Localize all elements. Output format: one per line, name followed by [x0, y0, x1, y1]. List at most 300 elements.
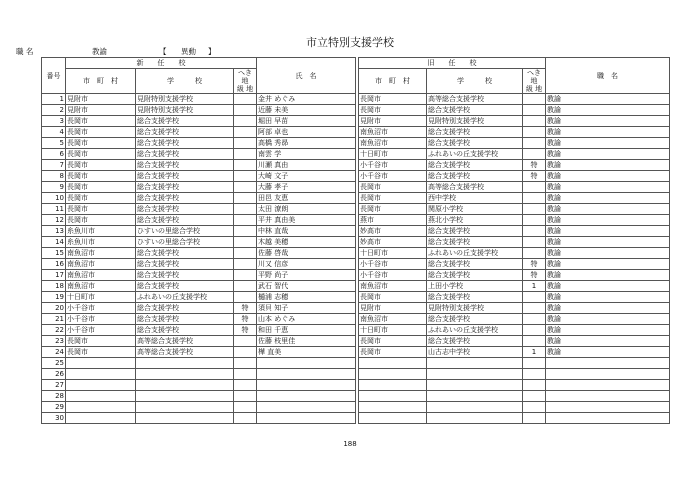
cell-or [523, 314, 546, 325]
cell-os: 総合支援学校 [427, 292, 523, 303]
cell-ns: 総合支援学校 [136, 281, 234, 292]
cell-os: 燕北小学校 [427, 215, 523, 226]
transfer-table [41, 57, 670, 424]
cell-or [523, 303, 546, 314]
cell-pos [546, 358, 670, 369]
table-row [42, 303, 670, 314]
cell-os [427, 391, 523, 402]
table-row [42, 226, 670, 237]
cell-nc: 長岡市 [66, 347, 136, 358]
cell-pos: 教諭 [546, 182, 670, 193]
cell-pos: 教諭 [546, 325, 670, 336]
meta-label: 職 名 [16, 47, 34, 56]
cell-nr [234, 336, 257, 347]
table-row [42, 413, 670, 424]
header-new-school-name: 学 校 [136, 69, 234, 94]
cell-ns: 高等総合支援学校 [136, 336, 234, 347]
cell-nc: 見附市 [66, 94, 136, 105]
cell-ns: 総合支援学校 [136, 314, 234, 325]
cell-or [523, 226, 546, 237]
table-row [42, 237, 670, 248]
cell-pos [546, 369, 670, 380]
table-row [42, 369, 670, 380]
cell-nc: 長岡市 [66, 336, 136, 347]
cell-nc [66, 413, 136, 424]
cell-name: 阿部 卓也 [257, 127, 356, 138]
cell-no: 10 [42, 193, 66, 204]
cell-pos: 教諭 [546, 237, 670, 248]
cell-no: 12 [42, 215, 66, 226]
table-row [42, 281, 670, 292]
cell-no: 19 [42, 292, 66, 303]
cell-pos: 教諭 [546, 303, 670, 314]
cell-name: 南雲 学 [257, 149, 356, 160]
header-old-city: 市 町 村 [359, 69, 427, 94]
cell-no: 15 [42, 248, 66, 259]
cell-no: 25 [42, 358, 66, 369]
cell-nc: 長岡市 [66, 160, 136, 171]
cell-name: 大藤 孝子 [257, 182, 356, 193]
cell-os [427, 358, 523, 369]
table-row [42, 215, 670, 226]
cell-ns: 総合支援学校 [136, 182, 234, 193]
table-row [42, 358, 670, 369]
cell-oc: 妙高市 [359, 226, 427, 237]
cell-os: 上田小学校 [427, 281, 523, 292]
cell-nc: 長岡市 [66, 215, 136, 226]
cell-nr: 特 [234, 325, 257, 336]
cell-pos: 教諭 [546, 270, 670, 281]
cell-nr [234, 138, 257, 149]
table-row [42, 325, 670, 336]
cell-pos: 教諭 [546, 248, 670, 259]
table-row [42, 259, 670, 270]
cell-nr [234, 402, 257, 413]
cell-ns: 見附特別支援学校 [136, 94, 234, 105]
cell-oc: 小千谷市 [359, 171, 427, 182]
cell-oc: 燕市 [359, 215, 427, 226]
cell-no: 28 [42, 391, 66, 402]
cell-or [523, 237, 546, 248]
cell-name [257, 402, 356, 413]
cell-name [257, 391, 356, 402]
cell-or [523, 369, 546, 380]
cell-ns: ひすいの里総合学校 [136, 237, 234, 248]
cell-name: 中林 直哉 [257, 226, 356, 237]
cell-os [427, 402, 523, 413]
cell-os: ふれあいの丘支援学校 [427, 248, 523, 259]
cell-ns: 総合支援学校 [136, 270, 234, 281]
cell-or [523, 358, 546, 369]
cell-oc: 妙高市 [359, 237, 427, 248]
cell-name [257, 380, 356, 391]
cell-name: 木越 美穂 [257, 237, 356, 248]
cell-nr [234, 369, 257, 380]
cell-ns: 総合支援学校 [136, 248, 234, 259]
cell-no: 24 [42, 347, 66, 358]
cell-oc [359, 413, 427, 424]
cell-nc: 南魚沼市 [66, 248, 136, 259]
table-row [42, 336, 670, 347]
cell-no: 26 [42, 369, 66, 380]
cell-nr [234, 193, 257, 204]
cell-oc [359, 369, 427, 380]
cell-or [523, 402, 546, 413]
cell-os: 総合支援学校 [427, 259, 523, 270]
cell-name: 大崎 文子 [257, 171, 356, 182]
cell-os: ふれあいの丘支援学校 [427, 149, 523, 160]
cell-nr: 特 [234, 314, 257, 325]
cell-oc: 見附市 [359, 303, 427, 314]
cell-nc: 小千谷市 [66, 314, 136, 325]
cell-nr [234, 160, 257, 171]
cell-oc: 長岡市 [359, 182, 427, 193]
cell-os: 総合支援学校 [427, 105, 523, 116]
meta-bracket-open: 【 [159, 47, 167, 56]
cell-oc [359, 391, 427, 402]
cell-nc: 小千谷市 [66, 303, 136, 314]
cell-nc: 長岡市 [66, 193, 136, 204]
cell-name [257, 369, 356, 380]
cell-ns [136, 380, 234, 391]
cell-name: 須貝 知子 [257, 303, 356, 314]
cell-nr [234, 248, 257, 259]
cell-nr [234, 292, 257, 303]
cell-ns: ひすいの里総合学校 [136, 226, 234, 237]
cell-oc: 南魚沼市 [359, 138, 427, 149]
cell-nc: 見附市 [66, 105, 136, 116]
cell-nc: 長岡市 [66, 116, 136, 127]
cell-os: 見附特別支援学校 [427, 303, 523, 314]
cell-nr [234, 215, 257, 226]
table-row [42, 171, 670, 182]
cell-os: 関原小学校 [427, 204, 523, 215]
cell-nr: 特 [234, 303, 257, 314]
cell-no: 14 [42, 237, 66, 248]
cell-nr [234, 281, 257, 292]
table-row [42, 347, 670, 358]
cell-or [523, 325, 546, 336]
table-row [42, 116, 670, 127]
cell-os: 総合支援学校 [427, 237, 523, 248]
cell-pos [546, 413, 670, 424]
cell-pos: 教諭 [546, 193, 670, 204]
cell-nc: 糸魚川市 [66, 226, 136, 237]
meta-type: 異動 [181, 47, 196, 56]
cell-or [523, 182, 546, 193]
cell-os: 総合支援学校 [427, 160, 523, 171]
cell-name [257, 358, 356, 369]
cell-ns: ふれあいの丘支援学校 [136, 292, 234, 303]
cell-oc: 十日町市 [359, 325, 427, 336]
table-row [42, 149, 670, 160]
cell-no: 16 [42, 259, 66, 270]
cell-or: 特 [523, 259, 546, 270]
cell-pos [546, 391, 670, 402]
cell-nr [234, 270, 257, 281]
header-position: 職 名 [546, 58, 670, 94]
cell-ns: 総合支援学校 [136, 325, 234, 336]
cell-pos [546, 402, 670, 413]
cell-ns [136, 402, 234, 413]
cell-pos: 教諭 [546, 116, 670, 127]
cell-nr [234, 380, 257, 391]
cell-oc [359, 380, 427, 391]
table-row [42, 182, 670, 193]
cell-ns [136, 391, 234, 402]
header-name: 氏 名 [257, 58, 356, 94]
cell-nc: 南魚沼市 [66, 259, 136, 270]
cell-pos: 教諭 [546, 336, 670, 347]
cell-nr [234, 226, 257, 237]
cell-name: 金井 めぐみ [257, 94, 356, 105]
cell-nc: 長岡市 [66, 149, 136, 160]
cell-or: 特 [523, 160, 546, 171]
cell-ns: 総合支援学校 [136, 138, 234, 149]
header-new-remote: へき地 級 地 [234, 69, 257, 94]
cell-oc: 十日町市 [359, 248, 427, 259]
cell-or [523, 193, 546, 204]
cell-os: 総合支援学校 [427, 270, 523, 281]
cell-oc: 十日町市 [359, 149, 427, 160]
cell-no: 1 [42, 94, 66, 105]
cell-or: 特 [523, 171, 546, 182]
cell-nc: 長岡市 [66, 171, 136, 182]
cell-ns: 総合支援学校 [136, 259, 234, 270]
cell-ns: 総合支援学校 [136, 171, 234, 182]
cell-nc [66, 380, 136, 391]
cell-os: 高等総合支援学校 [427, 182, 523, 193]
cell-pos: 教諭 [546, 160, 670, 171]
cell-pos: 教諭 [546, 292, 670, 303]
cell-os: 総合支援学校 [427, 226, 523, 237]
cell-or [523, 292, 546, 303]
cell-nr [234, 105, 257, 116]
cell-os: 総合支援学校 [427, 336, 523, 347]
cell-os [427, 380, 523, 391]
header-old-school: 旧 任 校 [359, 58, 546, 69]
cell-pos: 教諭 [546, 94, 670, 105]
cell-os: 総合支援学校 [427, 171, 523, 182]
cell-pos: 教諭 [546, 138, 670, 149]
header-old-remote: へき地 級 地 [523, 69, 546, 94]
table-row [42, 402, 670, 413]
cell-ns: 総合支援学校 [136, 127, 234, 138]
table-row [42, 270, 670, 281]
cell-ns [136, 369, 234, 380]
cell-pos: 教諭 [546, 171, 670, 182]
cell-no: 4 [42, 127, 66, 138]
cell-ns: 総合支援学校 [136, 303, 234, 314]
meta-position: 教諭 [92, 47, 107, 56]
cell-os: 総合支援学校 [427, 138, 523, 149]
cell-oc: 長岡市 [359, 336, 427, 347]
cell-nr [234, 127, 257, 138]
cell-or [523, 391, 546, 402]
cell-no: 23 [42, 336, 66, 347]
cell-name: 和田 千恵 [257, 325, 356, 336]
cell-name: 佐藤 啓哉 [257, 248, 356, 259]
cell-nr [234, 347, 257, 358]
cell-ns: 総合支援学校 [136, 193, 234, 204]
cell-nc [66, 358, 136, 369]
cell-or [523, 336, 546, 347]
cell-nr [234, 171, 257, 182]
cell-ns: 総合支援学校 [136, 116, 234, 127]
table-row [42, 204, 670, 215]
cell-pos: 教諭 [546, 149, 670, 160]
cell-nr [234, 391, 257, 402]
cell-no: 11 [42, 204, 66, 215]
cell-os: 高等総合支援学校 [427, 94, 523, 105]
cell-no: 29 [42, 402, 66, 413]
cell-no: 13 [42, 226, 66, 237]
cell-name: 近藤 未美 [257, 105, 356, 116]
cell-name: 川又 信彦 [257, 259, 356, 270]
cell-nc: 南魚沼市 [66, 281, 136, 292]
cell-ns: 総合支援学校 [136, 215, 234, 226]
cell-name: 佐藤 枝里佳 [257, 336, 356, 347]
cell-no: 5 [42, 138, 66, 149]
cell-ns: 総合支援学校 [136, 204, 234, 215]
table-row [42, 248, 670, 259]
cell-pos: 教諭 [546, 105, 670, 116]
cell-nc: 長岡市 [66, 138, 136, 149]
header-no: 番号 [42, 58, 66, 94]
cell-nr [234, 182, 257, 193]
cell-or [523, 204, 546, 215]
table-row [42, 292, 670, 303]
cell-pos: 教諭 [546, 281, 670, 292]
cell-name: 樺 直美 [257, 347, 356, 358]
header-new-school: 新 任 校 [66, 58, 257, 69]
cell-ns: 見附特別支援学校 [136, 105, 234, 116]
cell-pos: 教諭 [546, 226, 670, 237]
header-old-school-name: 学 校 [427, 69, 523, 94]
cell-no: 9 [42, 182, 66, 193]
cell-or [523, 248, 546, 259]
cell-nc: 十日町市 [66, 292, 136, 303]
cell-nc: 長岡市 [66, 204, 136, 215]
cell-name: 太田 潦朗 [257, 204, 356, 215]
table-row [42, 105, 670, 116]
cell-or: 1 [523, 347, 546, 358]
cell-ns: 高等総合支援学校 [136, 347, 234, 358]
table-row [42, 160, 670, 171]
cell-or [523, 215, 546, 226]
header-new-city: 市 町 村 [66, 69, 136, 94]
cell-name: 田邑 友恵 [257, 193, 356, 204]
cell-no: 27 [42, 380, 66, 391]
cell-no: 17 [42, 270, 66, 281]
cell-nc: 小千谷市 [66, 325, 136, 336]
cell-no: 20 [42, 303, 66, 314]
cell-or [523, 413, 546, 424]
cell-pos: 教諭 [546, 204, 670, 215]
cell-pos: 教諭 [546, 127, 670, 138]
cell-ns: 総合支援学校 [136, 149, 234, 160]
cell-or: 特 [523, 270, 546, 281]
cell-oc: 長岡市 [359, 347, 427, 358]
cell-os: 西中学校 [427, 193, 523, 204]
cell-oc: 小千谷市 [359, 270, 427, 281]
cell-oc: 南魚沼市 [359, 314, 427, 325]
cell-or: 1 [523, 281, 546, 292]
cell-os: 総合支援学校 [427, 127, 523, 138]
cell-os: 見附特別支援学校 [427, 116, 523, 127]
cell-oc: 小千谷市 [359, 259, 427, 270]
cell-name: 山本 めぐみ [257, 314, 356, 325]
cell-oc: 長岡市 [359, 94, 427, 105]
cell-name: 川瀬 真由 [257, 160, 356, 171]
cell-or [523, 149, 546, 160]
cell-no: 8 [42, 171, 66, 182]
cell-or [523, 94, 546, 105]
cell-no: 18 [42, 281, 66, 292]
page-title: 市立特別支援学校 [306, 36, 394, 49]
cell-oc: 南魚沼市 [359, 281, 427, 292]
cell-no: 22 [42, 325, 66, 336]
cell-pos: 教諭 [546, 347, 670, 358]
cell-nr [234, 94, 257, 105]
cell-or [523, 138, 546, 149]
cell-nc [66, 369, 136, 380]
cell-name: 武石 智代 [257, 281, 356, 292]
cell-no: 2 [42, 105, 66, 116]
cell-name: 平野 尚子 [257, 270, 356, 281]
cell-pos: 教諭 [546, 215, 670, 226]
cell-os [427, 413, 523, 424]
cell-oc: 見附市 [359, 116, 427, 127]
table-row [42, 138, 670, 149]
meta-bracket-close: 】 [208, 47, 216, 56]
cell-oc: 南魚沼市 [359, 127, 427, 138]
cell-pos [546, 380, 670, 391]
cell-oc [359, 402, 427, 413]
table-row [42, 391, 670, 402]
cell-name: 高橋 秀昴 [257, 138, 356, 149]
cell-no: 3 [42, 116, 66, 127]
cell-oc [359, 358, 427, 369]
cell-os [427, 369, 523, 380]
cell-os: ふれあいの丘支援学校 [427, 325, 523, 336]
cell-pos: 教諭 [546, 314, 670, 325]
cell-nc: 長岡市 [66, 182, 136, 193]
cell-no: 7 [42, 160, 66, 171]
cell-name: 平井 真由美 [257, 215, 356, 226]
cell-oc: 長岡市 [359, 193, 427, 204]
cell-nc [66, 391, 136, 402]
cell-nc: 長岡市 [66, 127, 136, 138]
cell-nr [234, 116, 257, 127]
cell-no: 30 [42, 413, 66, 424]
cell-oc: 長岡市 [359, 292, 427, 303]
table-row [42, 380, 670, 391]
cell-oc: 長岡市 [359, 105, 427, 116]
table-row [42, 127, 670, 138]
cell-nr [234, 358, 257, 369]
cell-ns [136, 413, 234, 424]
table-row [42, 193, 670, 204]
cell-oc: 長岡市 [359, 204, 427, 215]
cell-nr [234, 237, 257, 248]
cell-no: 21 [42, 314, 66, 325]
cell-name [257, 413, 356, 424]
cell-nc: 糸魚川市 [66, 237, 136, 248]
cell-nr [234, 204, 257, 215]
cell-nc: 南魚沼市 [66, 270, 136, 281]
cell-name: 樋浦 志穂 [257, 292, 356, 303]
